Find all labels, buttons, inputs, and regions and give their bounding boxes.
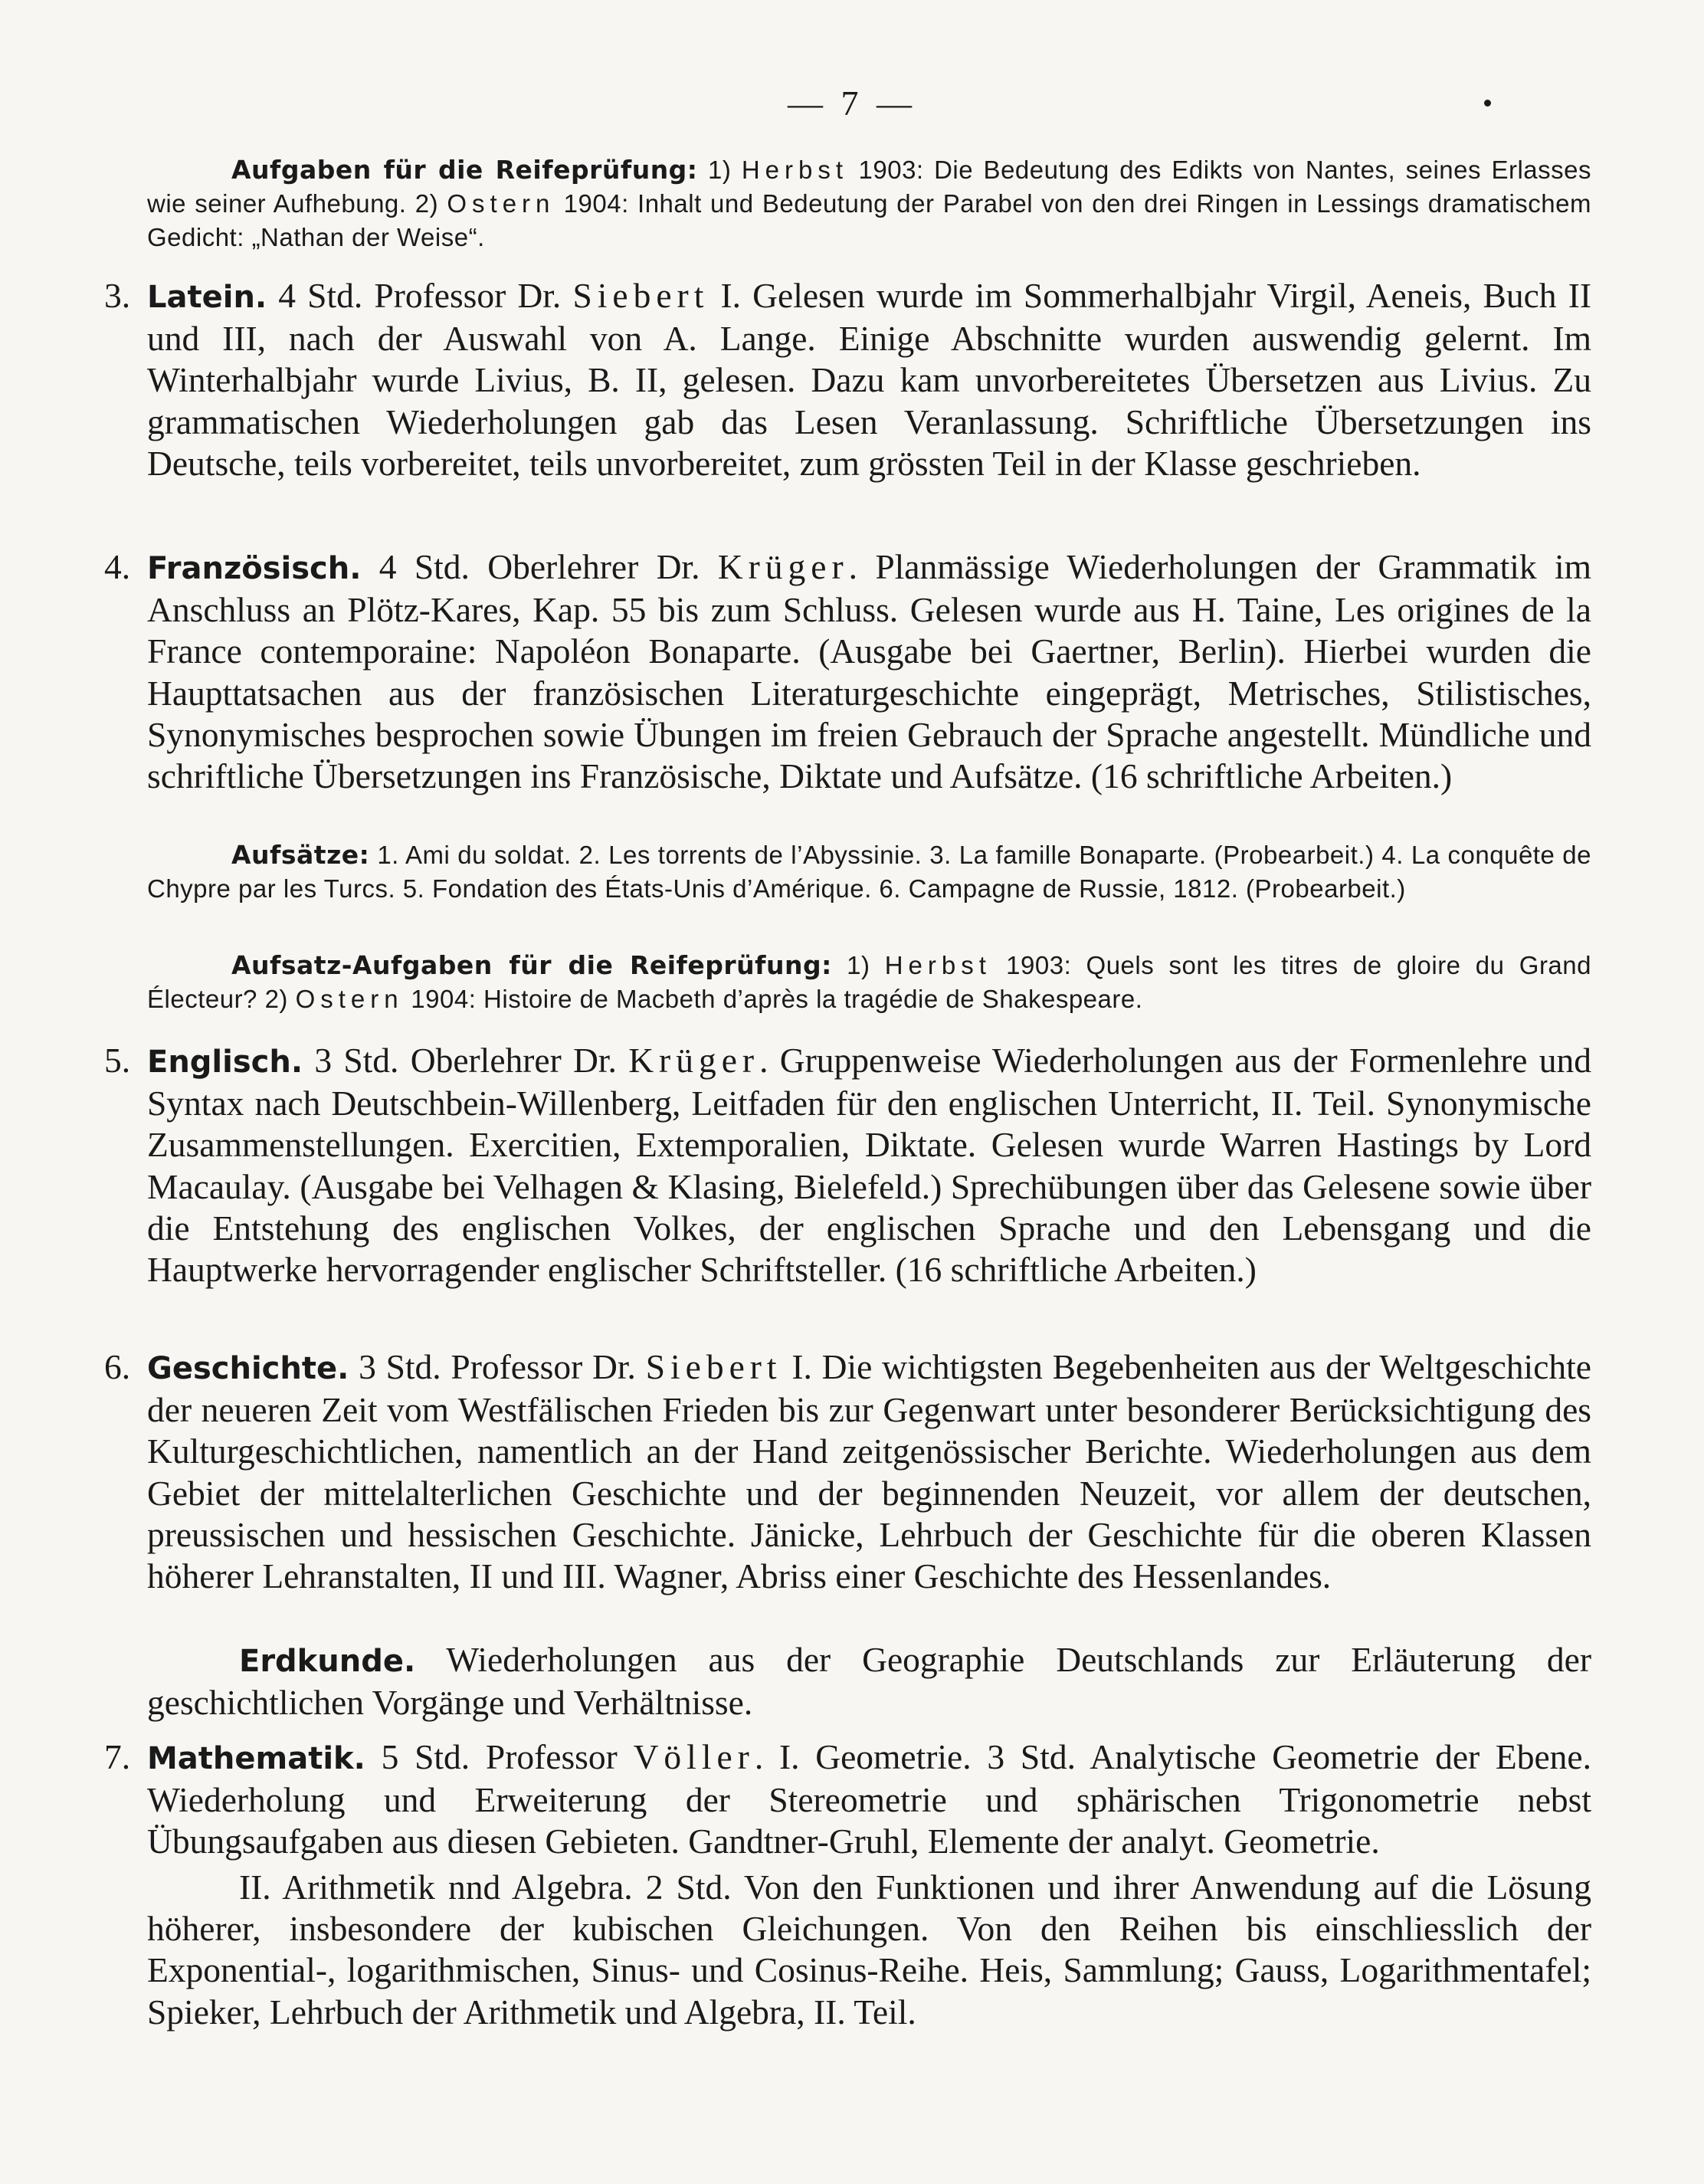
reife-label: Aufgaben für die Reifeprüfung:	[231, 155, 698, 185]
section-number: 3.	[104, 276, 131, 315]
ink-dot	[1484, 100, 1491, 107]
section-number: 5.	[104, 1041, 131, 1080]
section-title: Französisch.	[147, 551, 362, 586]
teacher-name: Völler	[633, 1737, 755, 1776]
section-mathematik: Mathematik. 5 Std. Professor Völler. I. Geometrie. 3 Std. Analytische Geometrie der Ebene. Wiederholung und Erweiterung der Stereometrie und sphärischen Trigonometrie nebst Übungsaufgaben aus diesen Gebieten. Gandtner-Gruhl, Elemente der analyt. Geometrie.	[147, 1737, 1591, 1861]
section-arithmetik: II. Arithmetik nnd Algebra. 2 Std. Von den Funktionen und ihrer Anwendung auf die Lösung höherer, insbesondere der kubischen Gleichungen. Von den Reihen bis einschliesslich der Exponential-, logarithmischen, Sinus- und Cosinus-Reihe. Heis, Sammlung; Gauss, Logarithmentafel; Spieker, Lehrbuch der Arithmetik und Algebra, II. Teil.	[147, 1868, 1591, 2032]
section-title: Latein.	[147, 280, 267, 315]
section-geschichte: Geschichte. 3 Std. Professor Dr. Siebert I. Die wichtigsten Begebenheiten aus der Weltgeschichte der neueren Zeit vom Westfälischen Frieden bis zur Gegenwart unter besonderer Berücksichtigung des Kulturgeschichtlichen, namentlich an der Hand zeitgenössischer Berichte. Wiederholungen aus dem Gebiet der mittelalterlichen Geschichte und der beginnenden Neuzeit, vor allem der deutschen, preussischen und hessischen Geschichte. Jänicke, Lehrbuch der Geschichte für die oberen Klassen höherer Lehranstalten, II und III. Wagner, Abriss einer Geschichte des Hessenlandes.	[147, 1347, 1591, 1596]
section-erdkunde: Erdkunde. Wiederholungen aus der Geographie Deutschlands zur Erläuterung der geschichtlichen Vorgänge und Verhältnisse.	[147, 1640, 1591, 1723]
section-title: Erdkunde.	[239, 1644, 416, 1679]
page-number: — 7 —	[788, 84, 916, 123]
teacher-name: Krüger	[717, 547, 849, 586]
reife-aufgaben-deutsch: Aufgaben für die Reifeprüfung: 1) Herbst 1903: Die Bedeutung des Edikts von Nantes, seines Erlasses wie seiner Aufhebung. 2) Ostern 1904: Inhalt und Bedeutung der Parabel von den drei Ringen in Lessings dramatischem Gedicht: „Nathan der Weise“.	[147, 155, 1592, 251]
section-englisch: Englisch. 3 Std. Oberlehrer Dr. Krüger. Gruppenweise Wiederholungen aus der Formenlehre und Syntax nach Deutschbein-Willenberg, Leitfaden für den englischen Unterricht, II. Teil. Synonymische Zusammenstellungen. Exercitien, Extemporalien, Diktate. Gelesen wurde Warren Hastings by Lord Macaulay. (Ausgabe bei Velhagen & Klasing, Bielefeld.) Sprechübungen über das Gelesene sowie über die Entstehung des englischen Volkes, der englischen Sprache und den Lebensgang und die Hauptwerke hervorragender englischer Schriftsteller. (16 schriftliche Arbeiten.)	[147, 1041, 1591, 1290]
teacher-name: Siebert	[645, 1347, 782, 1386]
section-title: Geschichte.	[147, 1351, 349, 1386]
section-latein: Latein. 4 Std. Professor Dr. Siebert I. Gelesen wurde im Sommerhalbjahr Virgil, Aeneis, Buch II und III, nach der Auswahl von A. Lange. Einige Abschnitte wurden auswendig gelernt. Im Winterhalbjahr wurde Livius, B. II, gelesen. Dazu kam unvorbereitetes Übersetzen aus Livius. Zu grammatischen Wiederholungen gab das Lesen Veranlassung. Schriftliche Übersetzungen ins Deutsche, teils vorbereitet, teils unvorbereitet, zum grössten Teil in der Klasse geschrieben.	[147, 276, 1591, 483]
reife-label: Aufsatz-Aufgaben für die Reifeprüfung:	[231, 950, 832, 980]
section-franzoesisch: Französisch. 4 Std. Oberlehrer Dr. Krüger. Planmässige Wiederholungen der Grammatik im Anschluss an Plötz-Kares, Kap. 55 bis zum Schluss. Gelesen wurde aus H. Taine, Les origines de la France contemporaine: Napoléon Bonaparte. (Ausgabe bei Gaertner, Berlin). Hierbei wurden die Haupttatsachen aus der französischen Literaturgeschichte eingeprägt, Metrisches, Stilistisches, Synonymisches besprochen sowie Übungen im freien Gebrauch der Sprache angestellt. Mündliche und schriftliche Übersetzungen ins Französische, Diktate und Aufsätze. (16 schriftliche Arbeiten.)	[147, 547, 1591, 796]
reife-aufgaben-franzoesisch: Aufsatz-Aufgaben für die Reifeprüfung: 1) Herbst 1903: Quels sont les titres de gloire du Grand Électeur? 2) Ostern 1904: Histoire de Macbeth d’après la tragédie de Shakespeare.	[147, 950, 1591, 1013]
aufsaetze-label: Aufsätze:	[231, 840, 370, 870]
section-title: Mathematik.	[147, 1741, 365, 1776]
teacher-name: Krüger	[628, 1041, 760, 1080]
section-title: Englisch.	[147, 1044, 303, 1080]
section-number: 6.	[104, 1347, 131, 1386]
section-number: 7.	[104, 1737, 131, 1776]
aufsaetze-list: Aufsätze: 1. Ami du soldat. 2. Les torrents de l’Abyssinie. 3. La famille Bonaparte. (Probearbeit.) 4. La conquête de Chypre par les Turcs. 5. Fondation des États-Unis d’Amérique. 6. Campagne de Russie, 1812. (Probearbeit.)	[147, 840, 1591, 903]
section-number: 4.	[104, 547, 131, 586]
teacher-name: Siebert	[572, 276, 709, 315]
